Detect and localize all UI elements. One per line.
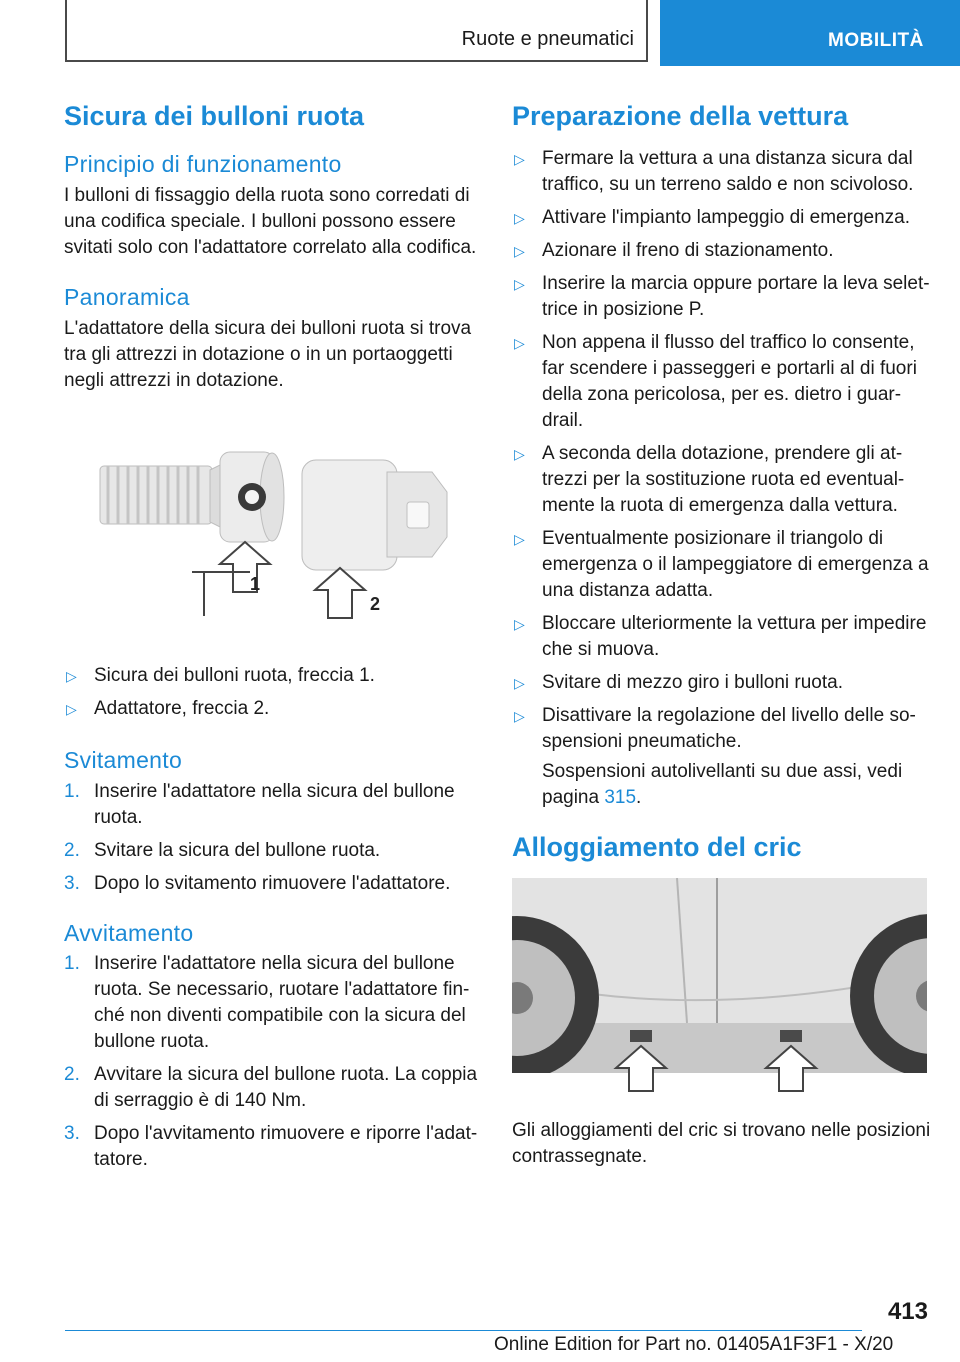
edition-info: Online Edition for Part no. 01405A1F3F1 - X/20 [494,1334,894,1355]
list-item: ▷ Fermare la vettura a una distanza sicura dal traffico, su un terreno saldo e non scivoloso. [514,148,914,196]
page-link[interactable]: 315 [604,787,637,809]
triangle-bullet-icon: ▷ [66,700,77,717]
section-heading-wheel-lock: Sicura dei bulloni ruota [64,101,365,131]
triangle-bullet-icon: ▷ [514,531,525,548]
list-item: ▷ Sicura dei bulloni ruota, freccia 1. [64,663,479,689]
list-item: ▷ Svitare di mezzo giro i bulloni ruota. [512,670,932,696]
preparation-list [512,146,932,755]
subheading-principle: Principio di funzionamento [64,151,342,178]
jack-text: Gli alloggiamenti del cric si trovano nelle posizioni contrassegnate. [512,1119,931,1167]
triangle-bullet-icon: ▷ [514,210,525,227]
chapter-tab[interactable] [660,0,960,66]
footer-divider [65,1330,862,1331]
unscrewing-steps [64,779,479,897]
section-heading-preparation: Preparazione della vettura [512,101,849,131]
list-item: ▷ Eventualmente posizionare il triangolo di emergenza o il lampeggiatore di emergenza a una distanza adatta. [514,528,929,602]
list-item: ▷ A seconda della dotazione, prendere gli at-trezzi per la sostituzione ruota ed eventual-mente la ruota di emergenza dalla vettura. [514,443,905,517]
list-item: ▷ Azionare il freno di stazionamento. [512,238,932,264]
right-column [512,100,932,1170]
list-item: ▷ Bloccare ulteriormente la vettura per impedire che si muova. [514,613,927,661]
list-item: ▷ Inserire la marcia oppure portare la leva selet-trice in posizione P. [514,273,930,321]
triangle-bullet-icon: ▷ [514,151,525,168]
section-heading-jack: Alloggiamento del cric [512,832,802,863]
wheel-lock-figure [92,442,472,632]
list-item: ▷ Disattivare la regolazione del livello delle so-spensioni pneumatiche. [514,705,916,753]
arrow-2-icon [315,568,365,618]
triangle-bullet-icon: ▷ [514,708,525,725]
jack-points-figure [512,878,927,1093]
overview-list [64,663,479,722]
triangle-bullet-icon: ▷ [514,335,525,352]
section-title: Ruote e pneumatici [461,28,634,50]
subheading-screwing: Avvitamento [64,919,194,946]
screwing-steps [64,951,479,1173]
chapter-label: MOBILITÀ [828,30,924,51]
step-item: 1. Inserire l'adattatore nella sicura del bullone ruota. Se necessario, ruotare l'adattatore fin-ché non diventi compatibile con la sicura del bullone ruota. [64,953,470,1053]
triangle-bullet-icon: ▷ [66,667,77,684]
step-item: 1. Inserire l'adattatore nella sicura del bullone ruota. [64,780,455,828]
figure-label-2: 2 [370,593,381,614]
subheading-unscrewing: Svitamento [64,746,183,773]
step-item: 3. Dopo l'avvitamento rimuovere e riporre l'adat-tatore. [64,1123,478,1171]
overview-text: L'adattatore della sicura dei bulloni ruota si trova tra gli attrezzi in dotazione o in un portaoggetti negli attrezzi in dotazione. [64,317,472,391]
triangle-bullet-icon: ▷ [514,616,525,633]
page-number: 413 [887,1298,928,1325]
subheading-overview: Panoramica [64,284,190,311]
step-item: 2. Avvitare la sicura del bullone ruota. La coppia di serraggio è di 140 Nm. [64,1064,478,1112]
figure-label-1: 1 [250,573,261,594]
left-column [64,100,479,1180]
adapter [302,460,447,570]
wheel-lock-bolt [100,452,284,542]
list-item: ▷ Adattatore, freccia 2. [64,696,479,722]
step-item: 3. Dopo lo svitamento rimuovere l'adattatore. [64,872,451,894]
triangle-bullet-icon: ▷ [514,243,525,260]
principle-text: I bulloni di fissaggio della ruota sono corredati di una codifica speciale. I bulloni possono essere svitati solo con l'adattatore correlato alla codifica. [64,185,477,259]
list-item: ▷ Non appena il flusso del traffico lo consente, far scendere i passeggeri e portarli al di fuori della zona pericolosa, per es. dietro i guar-drail. [514,332,917,432]
triangle-bullet-icon: ▷ [514,276,525,293]
suspension-note: Sospensioni autolivellanti su due assi, vedi pagina 315. [542,761,903,809]
triangle-bullet-icon: ▷ [514,446,525,463]
triangle-bullet-icon: ▷ [514,675,525,692]
list-item: ▷ Attivare l'impianto lampeggio di emergenza. [512,205,932,231]
step-item: 2. Svitare la sicura del bullone ruota. [64,839,381,861]
